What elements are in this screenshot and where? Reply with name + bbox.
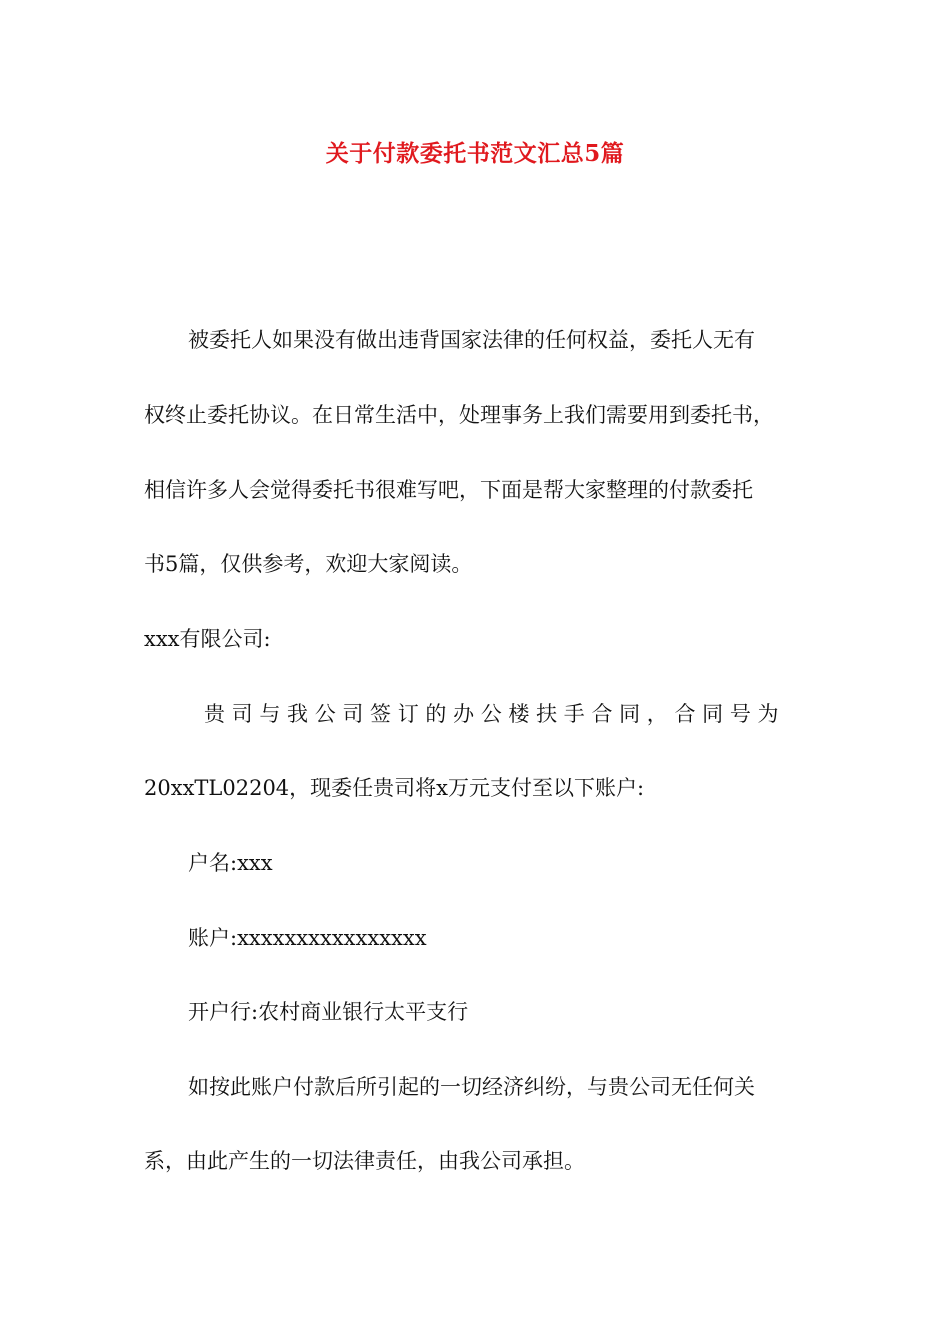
contract-line-2: 20xxTL02204，现委任贵司将x万元支付至以下账户:: [144, 776, 645, 800]
bank-name: 开户行:农村商业银行太平支行: [188, 1000, 469, 1024]
contract-line-1: 贵 司 与 我 公 司 签 订 的 办 公 楼 扶 手 合 同 ， 合 同 号 为: [204, 702, 779, 726]
addressee: xxx有限公司:: [144, 627, 271, 651]
intro-line-2: 权终止委托协议。在日常生活中，处理事务上我们需要用到委托书，: [144, 403, 774, 427]
intro-line-3: 相信许多人会觉得委托书很难写吧，下面是帮大家整理的付款委托: [144, 478, 753, 502]
liability-line-2: 系，由此产生的一切法律责任，由我公司承担。: [144, 1149, 585, 1173]
intro-line-4: 书5篇，仅供参考，欢迎大家阅读。: [144, 552, 473, 576]
account-name: 户名:xxx: [188, 851, 273, 875]
liability-line-1: 如按此账户付款后所引起的一切经济纠纷，与贵公司无任何关: [188, 1075, 755, 1099]
document-title: 关于付款委托书范文汇总5篇: [325, 140, 625, 167]
intro-line-1: 被委托人如果没有做出违背国家法律的任何权益，委托人无有: [188, 328, 755, 352]
account-number: 账户:xxxxxxxxxxxxxxxx: [188, 926, 427, 950]
